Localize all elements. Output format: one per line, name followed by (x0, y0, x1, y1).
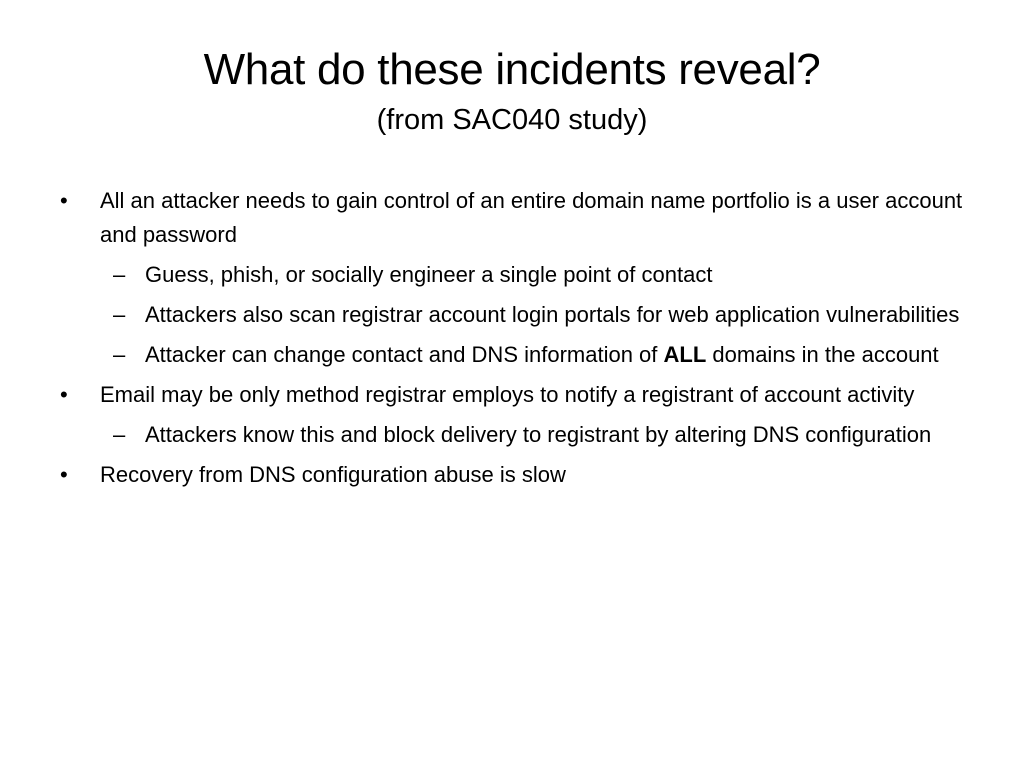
sub-bullet-item (58, 258, 978, 292)
bullet-item (58, 378, 978, 412)
sub-bullet-text-bold: ALL (663, 342, 707, 367)
sub-bullet-text: Attackers know this and block delivery to registrant by altering DNS configuration (145, 422, 932, 447)
sub-bullet-text-post: domains in the account (706, 342, 939, 367)
bullet-marker: • (60, 382, 68, 407)
slide-title: What do these incidents reveal? (203, 45, 821, 94)
sub-bullet-item (58, 418, 978, 452)
title-block (40, 40, 984, 140)
bullet-text: Recovery from DNS configuration abuse is slow (100, 462, 566, 487)
bullet-marker: • (60, 188, 68, 213)
dash-marker: – (113, 302, 126, 327)
sub-bullet-text: Guess, phish, or socially engineer a single point of contact (145, 262, 713, 287)
bullet-text: All an attacker needs to gain control of an entire domain name portfolio is a user account and password (100, 188, 963, 247)
sub-bullet-text-pre: Attacker can change contact and DNS information of (145, 342, 664, 367)
bullet-item (58, 184, 978, 252)
sub-bullet-item (58, 338, 978, 372)
bullet-text: Email may be only method registrar employs to notify a registrant of account activity (100, 382, 915, 407)
sub-bullet-text: Attackers also scan registrar account login portals for web application vulnerabilities (145, 302, 960, 327)
slide-subtitle: (from SAC040 study) (376, 104, 648, 136)
bullet-list (58, 184, 978, 492)
dash-marker: – (113, 262, 126, 287)
bullet-item (58, 458, 978, 492)
bullet-marker: • (60, 462, 68, 487)
dash-marker: – (113, 342, 126, 367)
dash-marker: – (113, 422, 126, 447)
sub-bullet-item (58, 298, 978, 332)
